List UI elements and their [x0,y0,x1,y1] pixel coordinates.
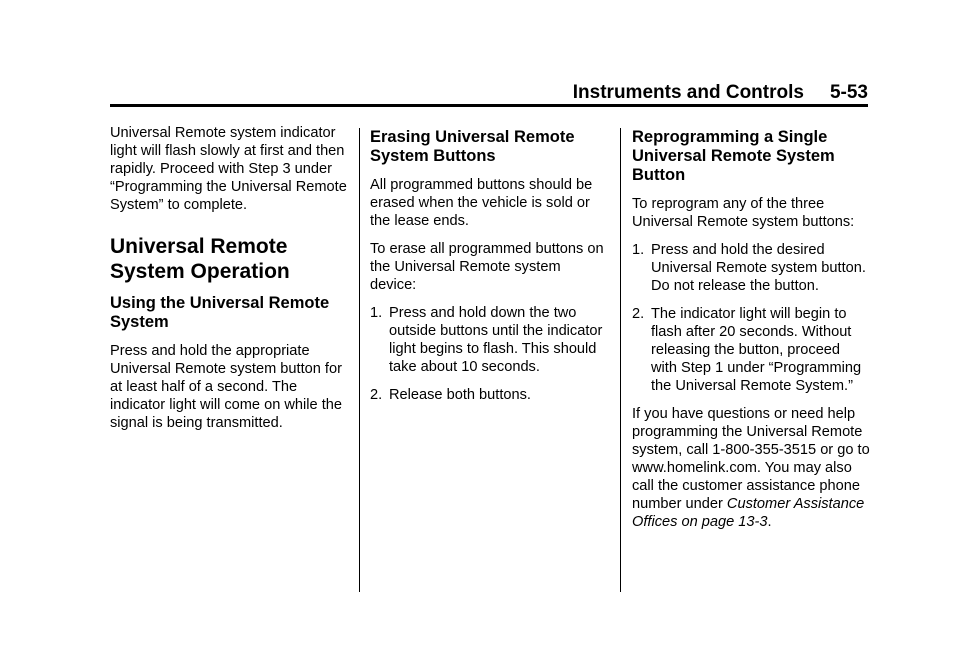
header-rule [110,104,868,107]
column-2 [370,124,608,414]
step-text: Release both buttons. [389,387,531,403]
step-text: The indicator light will begin to flash after 20 seconds. Without releasing the button, proceed with Step 1 under “Programming the Universal Remote System.” [651,306,862,394]
erasing-heading: Erasing Universal Remote System Buttons [370,128,575,165]
column-divider-1 [359,128,360,592]
reprogramming-intro: To reprogram any of the three Universal Remote system buttons: [632,196,855,230]
step-number: 2. [632,306,645,322]
erasing-paragraph-1: All programmed buttons should be erased when the vehicle is sold or the lease ends. [370,177,593,229]
closing-text: If you have questions or need help programming the Universal Remote system, call 1-800-355-3515 or go to www.homelink.com. You may also call the customer assistance phone number under [632,406,870,512]
page-header [110,82,868,106]
reprogramming-steps [632,241,870,395]
step-text: Press and hold the desired Universal Remote system button. Do not release the button. [651,242,866,294]
closing-end: . [767,514,772,530]
column-divider-2 [620,128,621,592]
step-number: 1. [632,242,645,258]
step-number: 2. [370,387,383,403]
list-item [370,386,608,404]
erasing-paragraph-2: To erase all programmed buttons on the Universal Remote system device: [370,241,604,293]
page-number: 5-53 [829,82,868,103]
step-number: 1. [370,305,383,321]
reprogramming-heading: Reprogramming a Single Universal Remote System Button [632,128,835,184]
header-text [573,82,868,104]
step-text: Press and hold down the two outside buttons until the indicator light begins to flash. This should take about 10 seconds. [389,305,603,375]
column-3 [632,124,870,541]
using-heading: Using the Universal Remote System [110,294,330,331]
using-paragraph: Press and hold the appropriate Universal Remote system button for at least half of a second. The indicator light will come on while the signal is being transmitted. [110,343,342,431]
list-item [632,241,870,295]
list-item [370,304,608,376]
intro-paragraph: Universal Remote system indicator light will flash slowly at first and then rapidly. Proceed with Step 3 under “Programming the Universal Remote System” to complete. [110,125,347,213]
section-title: Instruments and Controls [572,82,804,103]
closing-paragraph [632,405,870,531]
column-1 [110,124,348,442]
main-heading: Universal Remote System Operation [110,235,290,283]
cross-reference-link[interactable]: Customer Assistance Offices on page 13-3 [632,496,865,530]
erasing-steps [370,304,608,404]
list-item [632,305,870,395]
